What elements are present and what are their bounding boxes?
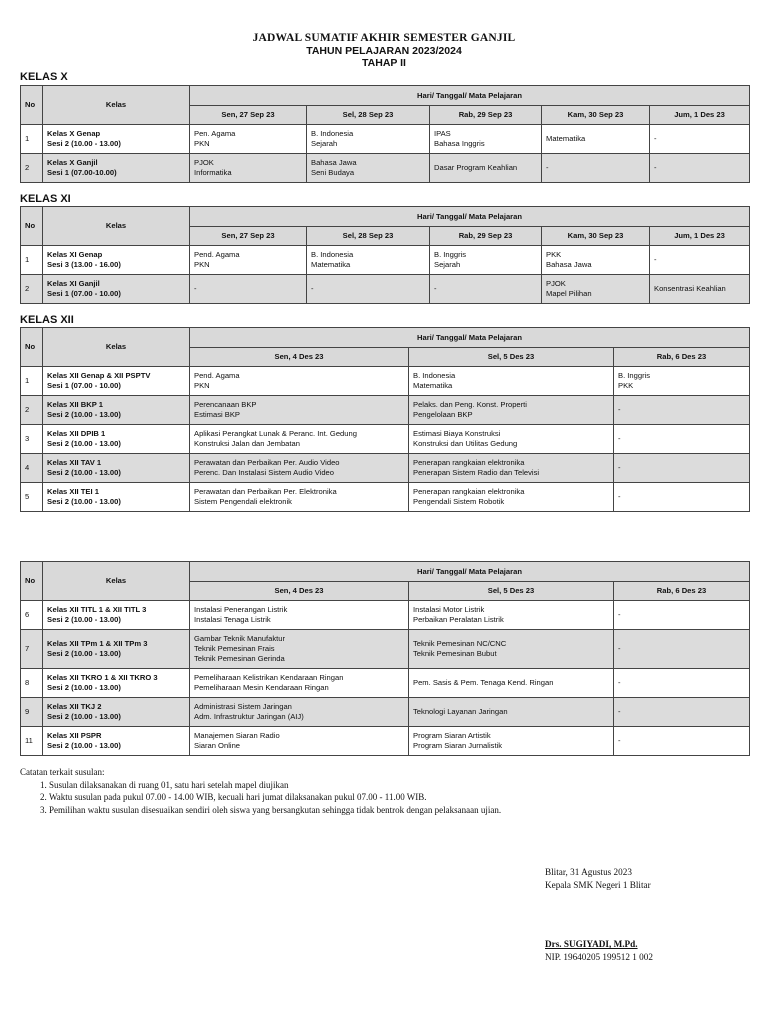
- subject-cell: [190, 669, 409, 698]
- subject-name: Manajemen Siaran Radio: [194, 731, 280, 740]
- subject-name: Seni Budaya: [311, 168, 355, 177]
- subject-name: -: [654, 255, 657, 264]
- subject-name: Perawatan dan Perbaikan Per. Audio Video: [194, 458, 340, 467]
- subject-name: Instalasi Tenaga Listrik: [194, 615, 271, 624]
- table-row: [21, 425, 750, 454]
- subject-cell: [430, 246, 542, 275]
- table-row: [21, 396, 750, 425]
- subject-name: Adm. Infrastruktur Jaringan (AIJ): [194, 712, 304, 721]
- subject-name: B. Indonesia: [311, 250, 354, 259]
- column-group-header: Hari/ Tanggal/ Mata Pelajaran: [190, 207, 750, 227]
- subject-cell: [542, 154, 650, 183]
- subject-cell: [409, 630, 614, 669]
- subject-name: Bahasa Jawa: [311, 158, 357, 167]
- column-group-header: Hari/ Tanggal/ Mata Pelajaran: [190, 328, 750, 348]
- signature-place-date: Blitar, 31 Agustus 2023: [545, 867, 632, 877]
- subject-cell: [614, 396, 750, 425]
- schedule-table-kelas-xii: [20, 327, 750, 512]
- row-number: 2: [21, 396, 43, 425]
- session-time: Sesi 2 (10.00 - 13.00): [47, 615, 121, 624]
- subject-name: Pengelolaan BKP: [413, 410, 473, 419]
- subject-name: Perenc. Dan Instalasi Sistem Audio Video: [194, 468, 335, 477]
- subject-name: Teknik Pemesinan Frais: [194, 644, 275, 653]
- day-header: Kam, 30 Sep 23: [542, 106, 650, 125]
- day-header: Rab, 6 Des 23: [614, 582, 750, 601]
- table-row: [21, 125, 750, 154]
- day-header: Rab, 29 Sep 23: [430, 106, 542, 125]
- subject-name: Gambar Teknik Manufaktur: [194, 634, 286, 643]
- class-cell: [43, 396, 190, 425]
- column-group-header: Hari/ Tanggal/ Mata Pelajaran: [190, 86, 750, 106]
- row-number: 3: [21, 425, 43, 454]
- subject-cell: [430, 275, 542, 304]
- subject-name: Teknologi Layanan Jaringan: [413, 707, 508, 716]
- section-heading-kelas-xii: KELAS XII: [20, 314, 74, 326]
- subject-name: Perbaikan Peralatan Listrik: [413, 615, 504, 624]
- class-name: Kelas XII DPIB 1: [47, 429, 106, 438]
- subject-name: -: [618, 434, 621, 443]
- subject-name: Sejarah: [434, 260, 461, 269]
- academic-year: TAHUN PELAJARAN 2023/2024: [306, 45, 462, 57]
- subject-name: Estimasi Biaya Konstruksi: [413, 429, 501, 438]
- subject-name: -: [618, 610, 621, 619]
- session-time: Sesi 2 (10.00 - 13.00): [47, 683, 121, 692]
- day-header: Jum, 1 Des 23: [650, 227, 750, 246]
- subject-name: Pem. Sasis & Pem. Tenaga Kend. Ringan: [413, 678, 554, 687]
- subject-name: Penerapan rangkaian elektronika: [413, 458, 525, 467]
- subject-cell: [650, 125, 750, 154]
- document-title: JADWAL SUMATIF AKHIR SEMESTER GANJIL: [252, 32, 516, 44]
- subject-name: Sejarah: [311, 139, 338, 148]
- subject-cell: [190, 367, 409, 396]
- subject-name: Mapel Pilihan: [546, 289, 592, 298]
- subject-cell: [430, 154, 542, 183]
- subject-cell: [409, 367, 614, 396]
- subject-cell: [650, 275, 750, 304]
- day-header: Sen, 27 Sep 23: [190, 227, 307, 246]
- subject-cell: [614, 727, 750, 756]
- table-row: [21, 601, 750, 630]
- class-name: Kelas XII TPm 1 & XII TPm 3: [47, 639, 148, 648]
- class-name: Kelas XI Genap: [47, 250, 103, 259]
- row-number: 7: [21, 630, 43, 669]
- section-heading-kelas-xi: KELAS XI: [20, 193, 71, 205]
- subject-name: Pemeliharaan Kelistrikan Kendaraan Ringan: [194, 673, 344, 682]
- session-time: Sesi 2 (10.00 - 13.00): [47, 497, 121, 506]
- class-cell: [43, 425, 190, 454]
- subject-cell: [409, 727, 614, 756]
- subject-name: Matematika: [311, 260, 351, 269]
- subject-name: -: [546, 163, 549, 172]
- row-number: 11: [21, 727, 43, 756]
- note-item: 2. Waktu susulan pada pukul 07.00 - 14.00 WIB, kecuali hari jumat dilaksanakan pukul 07.00 - 11.00 WIB.: [49, 791, 501, 804]
- subject-cell: [542, 246, 650, 275]
- subject-name: B. Indonesia: [413, 371, 456, 380]
- subject-name: Bahasa Jawa: [546, 260, 592, 269]
- column-header-no: No: [21, 562, 43, 601]
- session-time: Sesi 2 (10.00 - 13.00): [47, 649, 121, 658]
- subject-name: -: [618, 678, 621, 687]
- subject-name: PJOK: [194, 158, 214, 167]
- session-time: Sesi 2 (10.00 - 13.00): [47, 139, 121, 148]
- session-time: Sesi 3 (13.00 - 16.00): [47, 260, 121, 269]
- subject-cell: [190, 483, 409, 512]
- session-time: Sesi 2 (10.00 - 13.00): [47, 741, 121, 750]
- subject-cell: [409, 698, 614, 727]
- schedule-table-kelas-xi: [20, 206, 750, 304]
- subject-cell: [190, 396, 409, 425]
- subject-cell: [614, 425, 750, 454]
- day-header: Kam, 30 Sep 23: [542, 227, 650, 246]
- row-number: 5: [21, 483, 43, 512]
- subject-cell: [430, 125, 542, 154]
- subject-cell: [307, 154, 430, 183]
- subject-cell: [307, 125, 430, 154]
- signature-nip: NIP. 19640205 199512 1 002: [545, 952, 653, 962]
- subject-name: PKN: [194, 381, 210, 390]
- class-cell: [43, 125, 190, 154]
- class-cell: [43, 601, 190, 630]
- row-number: 1: [21, 367, 43, 396]
- subject-name: B. Inggris: [434, 250, 467, 259]
- subject-name: Administrasi Sistem Jaringan: [194, 702, 292, 711]
- class-name: Kelas X Genap: [47, 129, 101, 138]
- subject-cell: [409, 601, 614, 630]
- subject-name: Bahasa Inggris: [434, 139, 485, 148]
- subject-name: Pend. Agama: [194, 371, 240, 380]
- subject-cell: [190, 425, 409, 454]
- session-time: Sesi 2 (10.00 - 13.00): [47, 712, 121, 721]
- day-header: Sel, 28 Sep 23: [307, 227, 430, 246]
- subject-name: Sistem Pengendali elektronik: [194, 497, 292, 506]
- subject-name: PJOK: [546, 279, 566, 288]
- subject-cell: [614, 698, 750, 727]
- subject-name: Estimasi BKP: [194, 410, 240, 419]
- subject-name: B. Indonesia: [311, 129, 354, 138]
- subject-name: Program Siaran Jurnalistik: [413, 741, 503, 750]
- day-header: Rab, 29 Sep 23: [430, 227, 542, 246]
- session-time: Sesi 1 (07.00 - 10.00): [47, 381, 121, 390]
- session-time: Sesi 2 (10.00 - 13.00): [47, 439, 121, 448]
- day-header: Rab, 6 Des 23: [614, 348, 750, 367]
- column-header-no: No: [21, 207, 43, 246]
- column-header-kelas: Kelas: [43, 207, 190, 246]
- subject-name: Aplikasi Perangkat Lunak & Peranc. Int. Gedung: [194, 429, 357, 438]
- row-number: 1: [21, 125, 43, 154]
- session-time: Sesi 1 (07.00-10.00): [47, 168, 117, 177]
- subject-name: -: [618, 736, 621, 745]
- table-row: [21, 630, 750, 669]
- subject-cell: [190, 601, 409, 630]
- class-name: Kelas XII TITL 1 & XII TITL 3: [47, 605, 147, 614]
- subject-cell: [190, 630, 409, 669]
- row-number: 6: [21, 601, 43, 630]
- subject-name: -: [618, 644, 621, 653]
- column-group-header: Hari/ Tanggal/ Mata Pelajaran: [190, 562, 750, 582]
- day-header: Jum, 1 Des 23: [650, 106, 750, 125]
- day-header: Sen, 27 Sep 23: [190, 106, 307, 125]
- day-header: Sen, 4 Des 23: [190, 582, 409, 601]
- row-number: 8: [21, 669, 43, 698]
- row-number: 4: [21, 454, 43, 483]
- column-header-no: No: [21, 328, 43, 367]
- subject-name: IPAS: [434, 129, 451, 138]
- subject-cell: [409, 454, 614, 483]
- table-row: [21, 483, 750, 512]
- subject-name: Penerapan rangkaian elektronika: [413, 487, 525, 496]
- subject-name: Pend. Agama: [194, 250, 240, 259]
- subject-cell: [409, 669, 614, 698]
- column-header-kelas: Kelas: [43, 562, 190, 601]
- table-row: [21, 246, 750, 275]
- subject-cell: [542, 275, 650, 304]
- subject-cell: [650, 154, 750, 183]
- class-name: Kelas XII TKRO 1 & XII TKRO 3: [47, 673, 158, 682]
- subject-cell: [614, 630, 750, 669]
- session-time: Sesi 1 (07.00 - 10.00): [47, 289, 121, 298]
- subject-cell: [190, 698, 409, 727]
- subject-name: Teknik Pemesinan Gerinda: [194, 654, 285, 663]
- note-item: 1. Susulan dilaksanakan di ruang 01, satu hari setelah mapel diujikan: [49, 779, 501, 792]
- day-header: Sel, 5 Des 23: [409, 348, 614, 367]
- subject-cell: [190, 727, 409, 756]
- subject-name: Matematika: [413, 381, 453, 390]
- class-cell: [43, 698, 190, 727]
- subject-cell: [614, 601, 750, 630]
- class-name: Kelas XII Genap & XII PSPTV: [47, 371, 151, 380]
- notes-section: [20, 766, 501, 816]
- class-cell: [43, 727, 190, 756]
- table-row: [21, 154, 750, 183]
- signature-name: Drs. SUGIYADI, M.Pd.: [545, 939, 638, 949]
- row-number: 2: [21, 275, 43, 304]
- subject-cell: [614, 669, 750, 698]
- subject-name: Pelaks. dan Peng. Konst. Properti: [413, 400, 527, 409]
- class-name: Kelas XII PSPR: [47, 731, 102, 740]
- subject-name: -: [618, 463, 621, 472]
- column-header-no: No: [21, 86, 43, 125]
- signature-position: Kepala SMK Negeri 1 Blitar: [545, 880, 651, 890]
- subject-name: Teknik Pemesinan Bubut: [413, 649, 497, 658]
- column-header-kelas: Kelas: [43, 328, 190, 367]
- subject-name: -: [434, 284, 437, 293]
- session-time: Sesi 2 (10.00 - 13.00): [47, 468, 121, 477]
- subject-name: Pemeliharaan Mesin Kendaraan Ringan: [194, 683, 329, 692]
- class-cell: [43, 367, 190, 396]
- subject-cell: [409, 425, 614, 454]
- row-number: 1: [21, 246, 43, 275]
- table-row: [21, 367, 750, 396]
- subject-name: -: [618, 405, 621, 414]
- table-row: [21, 669, 750, 698]
- subject-name: Pengendali Sistem Robotik: [413, 497, 505, 506]
- section-heading-kelas-x: KELAS X: [20, 71, 68, 83]
- row-number: 2: [21, 154, 43, 183]
- subject-name: Instalasi Motor Listrik: [413, 605, 485, 614]
- subject-name: Konstruksi Jalan dan Jembatan: [194, 439, 300, 448]
- subject-name: Konstruksi dan Utilitas Gedung: [413, 439, 518, 448]
- subject-cell: [307, 275, 430, 304]
- schedule-table-kelas-xii-continued: [20, 561, 750, 756]
- subject-cell: [614, 367, 750, 396]
- subject-name: Teknik Pemesinan NC/CNC: [413, 639, 507, 648]
- class-cell: [43, 669, 190, 698]
- stage-label: TAHAP II: [362, 57, 406, 69]
- subject-name: Pen. Agama: [194, 129, 236, 138]
- subject-name: PKN: [194, 139, 210, 148]
- subject-name: Perawatan dan Perbaikan Per. Elektronika: [194, 487, 337, 496]
- subject-name: -: [654, 163, 657, 172]
- table-row: [21, 698, 750, 727]
- row-number: 9: [21, 698, 43, 727]
- subject-name: -: [654, 134, 657, 143]
- subject-cell: [650, 246, 750, 275]
- class-name: Kelas XI Ganjil: [47, 279, 100, 288]
- class-cell: [43, 154, 190, 183]
- subject-cell: [409, 483, 614, 512]
- schedule-table-kelas-x: [20, 85, 750, 183]
- subject-name: Siaran Online: [194, 741, 241, 750]
- subject-cell: [190, 275, 307, 304]
- class-cell: [43, 246, 190, 275]
- class-name: Kelas X Ganjil: [47, 158, 98, 167]
- column-header-kelas: Kelas: [43, 86, 190, 125]
- subject-cell: [409, 396, 614, 425]
- table-row: [21, 275, 750, 304]
- subject-cell: [542, 125, 650, 154]
- subject-name: Dasar Program Keahlian: [434, 163, 518, 172]
- subject-name: PKK: [546, 250, 562, 259]
- class-name: Kelas XII TAV 1: [47, 458, 102, 467]
- subject-name: Instalasi Penerangan Listrik: [194, 605, 288, 614]
- table-row: [21, 727, 750, 756]
- class-cell: [43, 275, 190, 304]
- notes-list: [20, 779, 501, 817]
- day-header: Sel, 28 Sep 23: [307, 106, 430, 125]
- subject-cell: [307, 246, 430, 275]
- subject-cell: [190, 454, 409, 483]
- subject-name: PKN: [194, 260, 210, 269]
- subject-name: Penerapan Sistem Radio dan Televisi: [413, 468, 540, 477]
- class-name: Kelas XII BKP 1: [47, 400, 103, 409]
- class-cell: [43, 630, 190, 669]
- subject-name: PKK: [618, 381, 634, 390]
- class-name: Kelas XII TKJ 2: [47, 702, 102, 711]
- day-header: Sen, 4 Des 23: [190, 348, 409, 367]
- notes-heading: Catatan terkait susulan:: [20, 767, 105, 777]
- table-row: [21, 454, 750, 483]
- subject-name: Perencanaan BKP: [194, 400, 257, 409]
- subject-name: Konsentrasi Keahlian: [654, 284, 726, 293]
- subject-name: -: [618, 492, 621, 501]
- subject-cell: [614, 454, 750, 483]
- subject-cell: [190, 125, 307, 154]
- subject-name: -: [618, 707, 621, 716]
- subject-name: -: [194, 284, 197, 293]
- subject-name: -: [311, 284, 314, 293]
- day-header: Sel, 5 Des 23: [409, 582, 614, 601]
- subject-cell: [190, 154, 307, 183]
- class-cell: [43, 454, 190, 483]
- subject-name: B. Inggris: [618, 371, 651, 380]
- subject-name: Matematika: [546, 134, 586, 143]
- class-name: Kelas XII TEI 1: [47, 487, 99, 496]
- subject-name: Program Siaran Artistik: [413, 731, 491, 740]
- subject-name: Informatika: [194, 168, 232, 177]
- subject-cell: [190, 246, 307, 275]
- subject-cell: [614, 483, 750, 512]
- session-time: Sesi 2 (10.00 - 13.00): [47, 410, 121, 419]
- class-cell: [43, 483, 190, 512]
- note-item: 3. Pemilihan waktu susulan disesuaikan sendiri oleh siswa yang bersangkutan sehingga tidak bentrok dengan pelaksanaan ujian.: [49, 804, 501, 817]
